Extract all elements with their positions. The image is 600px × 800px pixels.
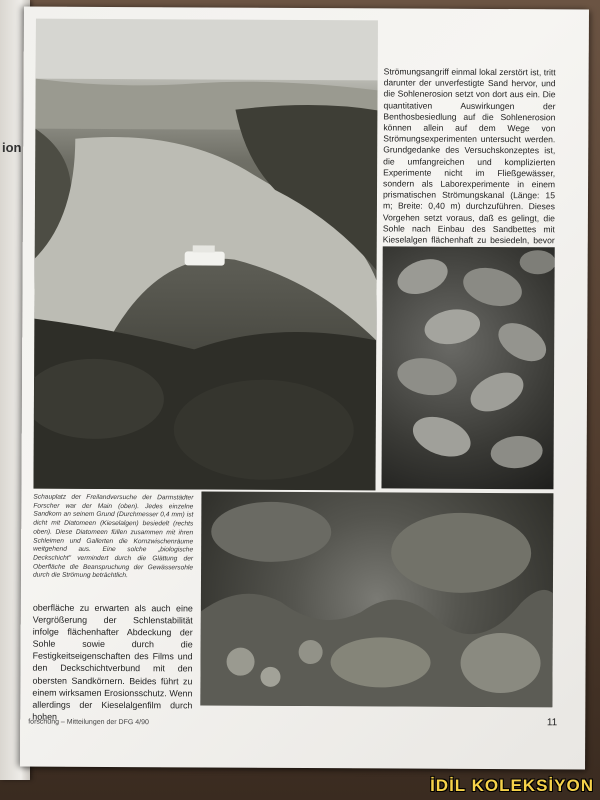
diatom-cluster-illustration bbox=[381, 246, 554, 489]
article-text-left-column: oberfläche zu erwarten als auch eine Vergrößerung der Schlenstabilität infolge flächenhafter Abdeckung der Sohle sowie durch die Festigkeitseigenschaften des Films und den Deckschichtverbund mit den obersten Sandkörnern. Beides führt zu einem wirksamen Erosionsschutz. Wenn allerdings der Kieselalgenfilm durch hohen bbox=[32, 602, 193, 722]
previous-page-fragment: ion bbox=[2, 140, 22, 155]
sandgrain-microscope-photo bbox=[200, 491, 553, 707]
page-number: 11 bbox=[546, 717, 558, 729]
diatom-microscope-photo bbox=[381, 246, 554, 489]
river-main-photo bbox=[33, 19, 377, 491]
collection-watermark: İDİL KOLEKSİYON bbox=[430, 776, 594, 795]
magazine-page bbox=[20, 7, 589, 770]
article-text-right-column: Strömungsangriff einmal lokal zerstört ist, tritt darunter der unverfestigte Sand hervor, und die Sohlenerosion setzt von dort aus ein. Die quantitativen Auswirkungen der Benthosbesiedlung auf die Sohlenerosion können allein auf dem Wege von Strömungsexperimenten untersucht werden. Grundgedanke des Versuchskonzeptes ist, die umfangreichen und komplizierten Experimente nicht im Fließgewässer, sondern als Laborexperimente in einem prismatischen Strömungskanal (Länge: 15 m; Breite: 0,40 m) durchzuführen. Dieses Vorgehen setzt voraus, daß es gelingt, die Sohle nach Einbau des Sandbettes mit Kieselalgen flächenhaft zu besiedeln, bevor bbox=[382, 66, 556, 246]
page-footer: forschung – Mitteilungen der DFG 4/90 bbox=[28, 718, 149, 727]
photo-caption: Schauplatz der Freilandversuche der Darmstädter Forscher war der Main (oben). Jedes einzelne Sandkorn an seinem Grund (Durchmesser 0,4 mm) ist dicht mit Diatomeen (Kieselalgen) besiedelt (rechts oben). Diese Diatomeen füllen zusammen mit ihren Schleimen und Gallerten die Kornzwischenräume weitgehend aus. Eine solche „biologische Deckschicht" vermindert durch die Glättung der Oberfläche die Beanspruchung der Gewässersohle durch die Strömung beträchtlich. bbox=[32, 493, 194, 580]
river-landscape-illustration bbox=[33, 19, 377, 491]
sandgrain-surface-illustration bbox=[200, 491, 553, 707]
